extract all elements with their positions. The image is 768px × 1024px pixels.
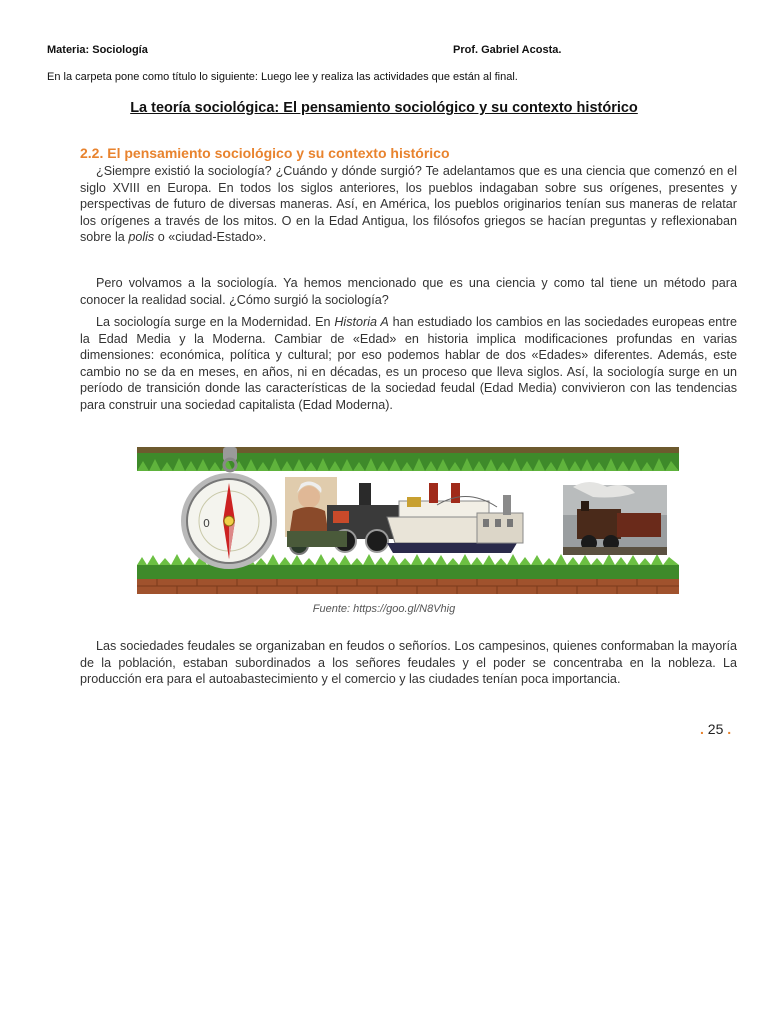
page-title: La teoría sociológica: El pensamiento sociológico y su contexto histórico [130, 100, 638, 116]
header-subject: Materia: Sociología [47, 44, 148, 56]
svg-text:0: 0 [203, 517, 210, 530]
page-number [700, 721, 731, 737]
page-number-value: 25 [707, 721, 724, 737]
paragraph-1-text-b: o «ciudad-Estado». [154, 230, 267, 244]
image-caption: Fuente: https://goo.gl/N8Vhig [312, 603, 456, 615]
paragraph-1-text-a: ¿Siempre existió la sociología? ¿Cuándo y dónde surgió? Te adelantamos que es una ciencia que comenzó en el siglo XVIII en Europa. En todos los siglos anteriores, los pueblos indagaban sobre sus orígenes, presentes y perspectivas de futuro de diversas maneras. Así, en América, los pueblos originarios tenían sus maneras de relatar los orígenes a través de los mitos. O en la Edad Antigua, los filósofos griegos se hacían preguntas y reflexionaban sobre la [80, 164, 737, 244]
instruction-text: En la carpeta pone como título lo siguiente: Luego lee y realiza las actividades que están al final. [47, 71, 518, 83]
paragraph-3-italic: Historia A [334, 315, 389, 329]
paragraph-3 [80, 314, 737, 413]
header-teacher: Prof. Gabriel Acosta. [453, 44, 562, 56]
paragraph-4: Las sociedades feudales se organizaban en feudos o señoríos. Los campesinos, quienes conformaban la mayoría de la población, estaban subordinados a los señores feudales y el poder se concentraba en la nobleza. La producción era para el autoabastecimiento y el comercio y las ciudades tenían poca importancia. [80, 639, 737, 686]
paragraph-1-italic: polis [128, 230, 155, 244]
page-number-dot-right: . [727, 721, 732, 737]
paragraph-3-text-a: La sociología surge en la Modernidad. En [96, 315, 335, 329]
paragraph-1 [80, 163, 737, 246]
history-banner-image [137, 447, 679, 594]
paragraph-3-text-b: han estudiado los cambios en las sociedades europeas entre la Edad Media y la Moderna. Cambiar de «Edad» en historia implica modificaciones profundas en varias dimensiones: económica, política y cultural; por eso podemos hablar de dos «Edades» diferentes. Además, este cambio no se da en meses, en años, ni en décadas, es un proceso que lleva siglos. Así, la sociología surge en un período de transición donde las características de la sociedad feudal (Edad Media) convivieron con las tendencias para construir una sociedad capitalista (Edad Moderna). [80, 315, 738, 412]
paragraph-2: Pero volvamos a la sociología. Ya hemos mencionado que es una ciencia y como tal tiene un método para conocer la realidad social. ¿Cómo surgió la sociología? [80, 276, 737, 307]
steam-train-image [563, 482, 667, 555]
page-number-dot-left: . [700, 721, 704, 737]
section-heading: 2.2. El pensamiento sociológico y su contexto histórico [80, 145, 450, 161]
